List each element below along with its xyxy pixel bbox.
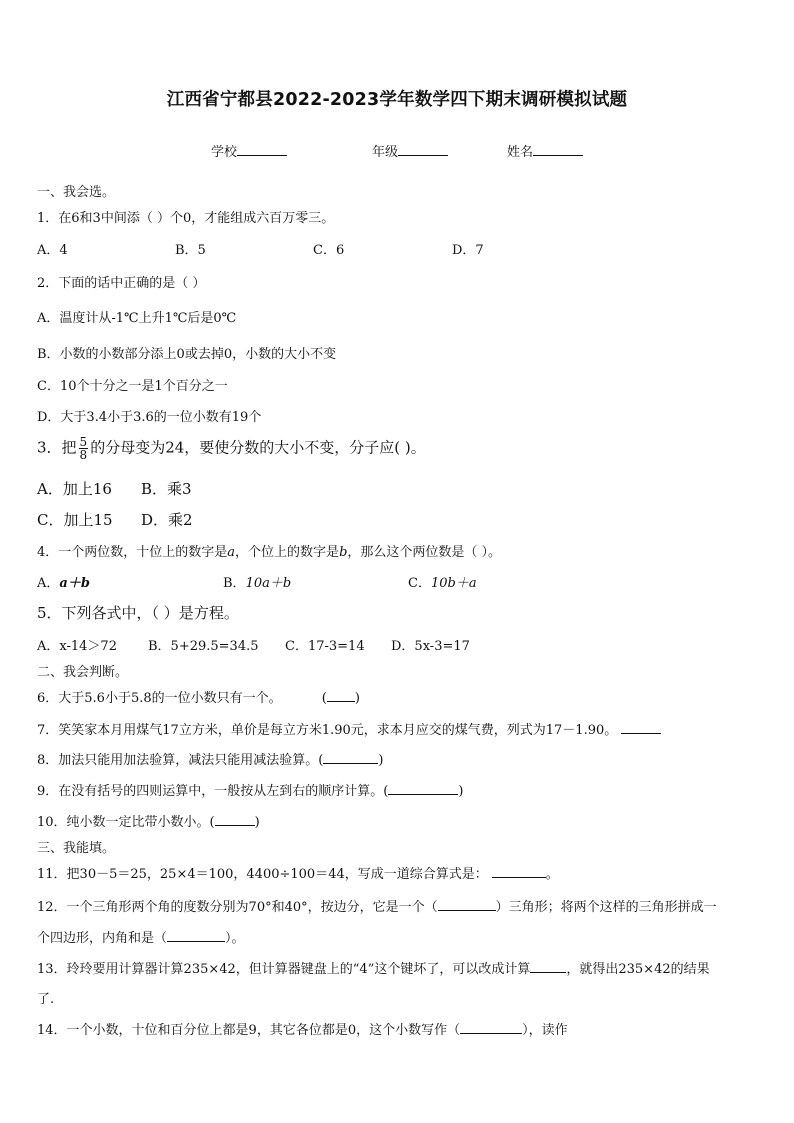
option-b[interactable]: B．乘3 — [141, 480, 192, 498]
option-c-expression: 10b＋a — [430, 576, 477, 591]
option-a[interactable]: A．x-14＞72 — [37, 639, 117, 654]
option-b[interactable] — [223, 572, 291, 591]
question-1: 1．在6和3中间添（ ）个0，才能组成六百万零三。 — [37, 211, 335, 226]
section-heading-choose: 一、我会选。 — [37, 185, 116, 200]
paren-open: ( — [321, 691, 327, 706]
option-c-label: C． — [408, 576, 431, 591]
section-heading-judge: 二、我会判断。 — [37, 665, 129, 680]
question-12-line-1 — [37, 896, 717, 915]
question-4-text-1: 4．一个两位数，十位上的数字是 — [37, 545, 228, 560]
question-12-text-1: 12．一个三角形两个角的度数分别为70°和40°，按边分，它是一个（ — [37, 900, 438, 915]
answer-blank[interactable] — [621, 721, 661, 734]
option-d[interactable]: D．5x-3=17 — [391, 639, 470, 654]
fraction-five-eighths — [79, 436, 89, 461]
answer-blank[interactable] — [530, 960, 566, 973]
paren-close: ) — [254, 815, 260, 830]
option-c[interactable]: C．加上15 — [37, 511, 113, 529]
question-14 — [37, 1019, 568, 1038]
question-10-text: 10．纯小数一定比带小数小。( — [37, 815, 215, 830]
question-11-text: 11．把30－5＝25，25×4＝100，4400÷100＝44，写成一道综合算式是： — [37, 867, 488, 882]
school-field[interactable] — [211, 141, 287, 160]
answer-blank[interactable] — [323, 751, 378, 764]
question-2: 2．下面的话中正确的是（ ） — [37, 276, 206, 291]
question-12-text-2: ）三角形；将两个这样的三角形拼成一 — [495, 900, 717, 915]
question-8-text: 8．加法只能用加法验算，减法只能用减法验算。( — [37, 753, 324, 768]
option-c[interactable]: C．17-3=14 — [285, 639, 365, 654]
question-4-text-2: ，个位上的数字是 — [235, 545, 340, 560]
question-13-line-2: 了. — [37, 992, 55, 1007]
paren-close: ) — [354, 691, 360, 706]
question-5: 5．下列各式中，（ ）是方程。 — [37, 604, 239, 622]
section-heading-fill: 三、我能填。 — [37, 841, 116, 856]
question-7 — [37, 719, 661, 738]
question-4-text-3: ，那么这个两位数是（ ）。 — [347, 545, 502, 560]
answer-blank[interactable] — [492, 865, 546, 878]
question-7-text: 7．笑笑家本月用煤气17立方米，单价是每立方米1.90元，求本月应交的煤气费，列式为17－1.90。 — [37, 723, 618, 738]
question-6 — [37, 687, 360, 706]
question-14-text-2: ），读作 — [522, 1023, 568, 1038]
option-d[interactable]: D．7 — [452, 243, 484, 258]
option-a[interactable]: A．4 — [37, 243, 68, 258]
question-9-text: 9．在没有括号的四则运算中，一般按从左到右的顺序计算。( — [37, 784, 389, 799]
question-2-option-b[interactable]: B．小数的小数部分添上0或去掉0，小数的大小不变 — [37, 347, 337, 362]
question-13-text-2: ，就得出235×42的结果 — [566, 962, 710, 977]
option-c[interactable]: C．6 — [313, 243, 345, 258]
exam-title: 江西省宁都县2022-2023学年数学四下期末调研模拟试题 — [166, 90, 628, 110]
grade-blank[interactable] — [398, 143, 448, 156]
question-13-line-1 — [37, 958, 710, 977]
question-2-option-c[interactable]: C．10个十分之一是1个百分之一 — [37, 379, 228, 394]
question-9 — [37, 780, 463, 799]
question-4 — [37, 541, 501, 560]
option-d[interactable]: D．乘2 — [141, 511, 193, 529]
answer-blank[interactable] — [388, 782, 458, 795]
option-b[interactable]: B．5+29.5=34.5 — [148, 639, 259, 654]
question-6-text: 6．大于5.6小于5.8的一位小数只有一个。 — [37, 691, 282, 706]
question-12-text-3: 个四边形，内角和是（ — [37, 931, 168, 946]
option-a-expression: a＋b — [59, 576, 90, 591]
fraction-denominator: 8 — [79, 448, 88, 462]
question-2-option-d[interactable]: D．大于3.4小于3.6的一位小数有19个 — [37, 410, 262, 425]
question-10 — [37, 811, 260, 830]
school-blank[interactable] — [237, 143, 287, 156]
question-2-option-a[interactable]: A．温度计从-1℃上升1℃后是0℃ — [37, 311, 237, 326]
paren-close: ) — [458, 784, 464, 799]
name-label: 姓名 — [507, 145, 534, 160]
question-3 — [37, 436, 426, 461]
option-a[interactable]: A．加上16 — [37, 480, 112, 498]
answer-blank[interactable] — [438, 898, 496, 911]
question-6-answer[interactable] — [322, 691, 360, 706]
name-field[interactable] — [507, 141, 583, 160]
question-13-text-1: 13．玲玲要用计算器计算235×42，但计算器键盘上的“4”这个键坏了，可以改成计算 — [37, 962, 531, 977]
answer-blank[interactable] — [167, 929, 225, 942]
answer-blank[interactable] — [215, 813, 255, 826]
option-a-label: A． — [37, 576, 60, 591]
period: 。 — [545, 867, 559, 882]
answer-blank[interactable] — [460, 1021, 522, 1034]
option-b-expression: 10a＋b — [245, 576, 292, 591]
grade-label: 年级 — [372, 145, 399, 160]
option-b-label: B． — [223, 576, 246, 591]
grade-field[interactable] — [372, 141, 448, 160]
question-11 — [37, 863, 559, 882]
variable-a: a — [227, 545, 236, 560]
question-3-prefix: 3．把 — [37, 438, 77, 457]
school-label: 学校 — [211, 145, 238, 160]
name-blank[interactable] — [533, 143, 583, 156]
fraction-numerator: 5 — [79, 435, 88, 449]
question-8 — [37, 749, 383, 768]
answer-blank[interactable] — [327, 689, 355, 702]
paren-close: ) — [378, 753, 384, 768]
variable-b: b — [339, 545, 348, 560]
option-b[interactable]: B．5 — [175, 243, 206, 258]
option-a[interactable] — [37, 572, 90, 591]
question-12-line-2 — [37, 927, 245, 946]
option-c[interactable] — [408, 572, 477, 591]
question-12-text-4: ）。 — [225, 931, 245, 946]
question-3-suffix: 的分母变为24，要使分数的大小不变，分子应( )。 — [90, 438, 426, 457]
question-14-text-1: 14．一个小数，十位和百分位上都是9，其它各位都是0，这个小数写作（ — [37, 1023, 461, 1038]
